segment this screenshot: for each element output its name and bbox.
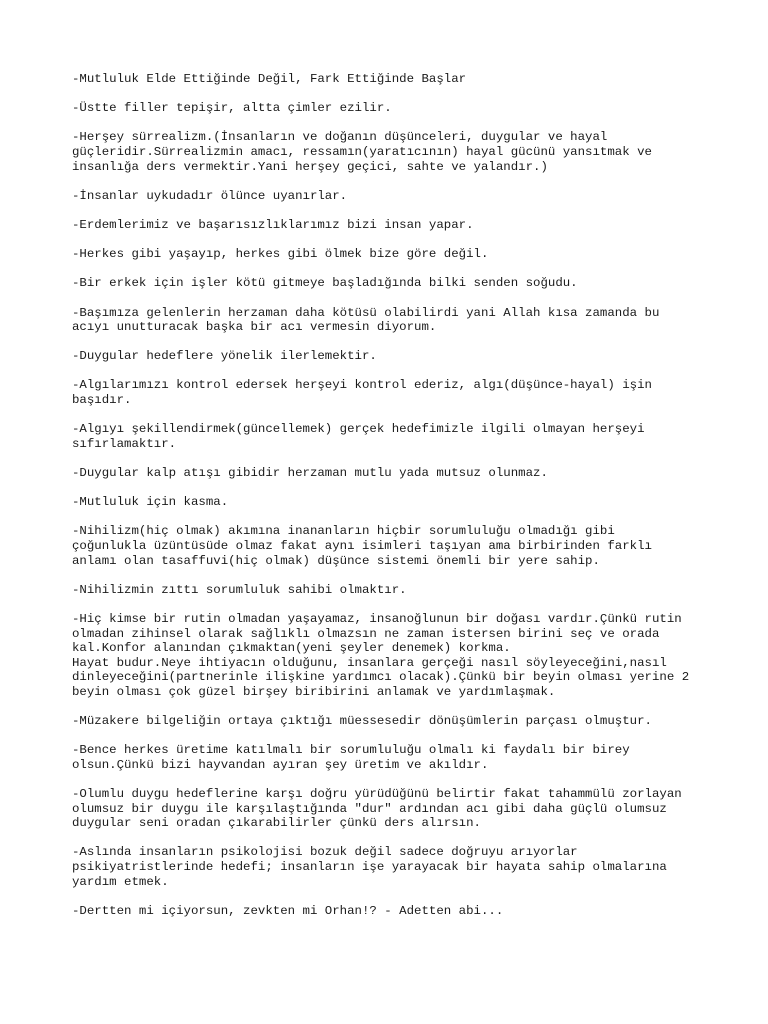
paragraph: -Algılarımızı kontrol edersek herşeyi kontrol ederiz, algı(düşünce-hayal) işin başıdır. [72, 378, 652, 408]
paragraph: -Bence herkes üretime katılmalı bir sorumluluğu olmalı ki faydalı bir birey olsun.Çünkü bizi hayvandan ayıran şey üretim ve akıldır. [72, 743, 630, 772]
paragraph: -Mutluluk için kasma. [72, 495, 229, 510]
paragraph: -Mutluluk Elde Ettiğinde Değil, Fark Ettiğinde Başlar [72, 72, 467, 86]
paragraph: -Erdemlerimiz ve başarısızlıklarımız bizi insan yapar. [72, 217, 474, 232]
paragraph: -Duygular hedeflere yönelik ilerlemektir. [72, 349, 377, 364]
document-body [72, 72, 712, 918]
paragraph: -Müzakere bilgeliğin ortaya çıktığı müessesedir dönüşümlerin parçası olmuştur. [72, 714, 652, 729]
paragraph: -Üstte filler tepişir, altta çimler ezilir. [72, 101, 392, 116]
paragraph: -İnsanlar uykudadır ölünce uyanırlar. [72, 188, 348, 203]
paragraph: -Duygular kalp atışı gibidir herzaman mutlu yada mutsuz olunmaz. [72, 466, 548, 481]
paragraph: -Bir erkek için işler kötü gitmeye başladığında bilki senden soğudu. [72, 276, 578, 291]
paragraph: -Hiç kimse bir rutin olmadan yaşayamaz, insanoğlunun bir doğası vardır.Çünkü rutin olmadan zihinsel olarak sağlıklı olmazsın ne zaman istersen birini seç ve orada kal.Konfor alanından çıkmaktan(yeni şeyler denemek) korkma. Hayat budur.Neye ihtiyacın olduğunu, insanlara gerçeği nasıl söyleyeceğini,nasıl dinleyeceğini(partnerinle ilişkine yardımcı olacak).Çünkü bir beyin olması yerine 2 beyin olması çok güzel birşey biribirini anlamak ve yardımlaşmak. [72, 611, 690, 699]
paragraph: -Nihilizm(hiç olmak) akımına inananların hiçbir sorumluluğu olmadığı gibi çoğunlukla üzüntüsüde olmaz fakat aynı isimleri taşıyan ama birbirinden farklı anlamı olan tasaffuvi(hiç olmak) düşünce sistemi önemli bir yere sahip. [72, 524, 652, 568]
paragraph: -Dertten mi içiyorsun, zevkten mi Orhan!? - Adetten abi... [72, 903, 504, 918]
paragraph: -Başımıza gelenlerin herzaman daha kötüsü olabilirdi yani Allah kısa zamanda bu acıyı unutturacak başka bir acı vermesin diyorum. [72, 305, 660, 335]
paragraph: -Algıyı şekillendirmek(güncellemek) gerçek hedefimizle ilgili olmayan herşeyi sıfırlamaktır. [72, 422, 645, 451]
paragraph: -Herkes gibi yaşayıp, herkes gibi ölmek bize göre değil. [72, 247, 489, 262]
paragraph: -Nihilizmin zıttı sorumluluk sahibi olmaktır. [72, 582, 407, 597]
paragraph: -Herşey sürrealizm.(İnsanların ve doğanın düşünceleri, duygular ve hayal güçleridir.Sürrealizmin amacı, ressamın(yaratıcının) hayal gücünü yansıtmak ve insanlığa ders vermektir.Yani herşey geçici, sahte ve yalandır.) [72, 130, 652, 174]
paragraph: -Aslında insanların psikolojisi bozuk değil sadece doğruyu arıyorlar psikiyatristlerinde hedefi; insanların işe yarayacak bir hayata sahip olmalarına yardım etmek. [72, 845, 667, 889]
paragraph: -Olumlu duygu hedeflerine karşı doğru yürüdüğünü belirtir fakat tahammülü zorlayan olumsuz bir duygu ile karşılaştığında "dur" ardından acı gibi daha güçlü olumsuz duygular seni oradan çıkarabilirler çünkü ders alırsın. [72, 787, 682, 831]
